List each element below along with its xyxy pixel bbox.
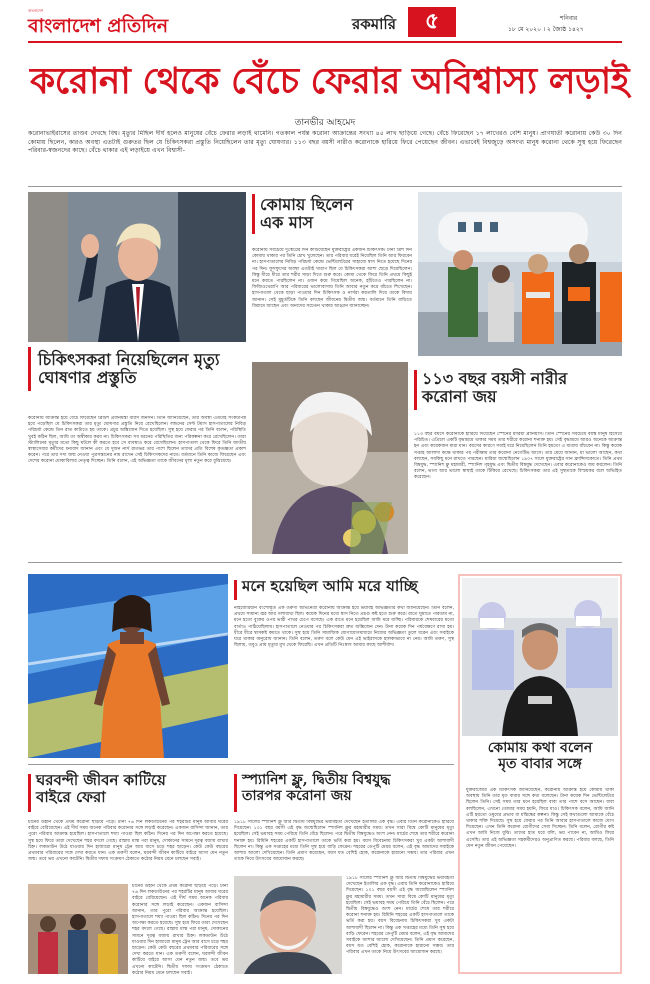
crowd-photo [28,884,128,974]
death-prep-title-line1: চিকিৎসকরা নিয়েছিলেন মৃত্যু [38,350,220,369]
page-number: ৫ [408,7,456,37]
thought-dying-title-box [234,578,454,602]
medics-photo [418,192,622,356]
spanish-flu-title-line2: তারপর করোনা জয় [242,788,352,805]
spanish-flu-body-continued: ১৯১৮ সালের স্প্যানিশ ফ্লু আর দ্বিতীয় বিশ্বযুদ্ধের ভয়াবহতা দেখেছেন ইতালির এক বৃদ্ধ। এবার তিনি করোনাকেও হারিয়ে দিয়েছেন। ১০১ বছর বয়সী এই বৃদ্ধ জন্মেছিলেন স্প্যানিশ ফ্লুর মহামারীর সময়। তখন সারা বিশ্বে কোটি মানুষের মৃত্যু হয়েছিল। সেই ভয়াবহ সময় পেরিয়ে তিনি বেঁচে ছিলেন। পরে দ্বিতীয় বিশ্বযুদ্ধেও অংশ নেন। মার্চের শেষে তার শরীরে করোনা শনাক্ত হয়। রিমিনি শহরের একটি হাসপাতালে তাকে ভর্তি করা হয়। বয়স বিবেচনায় চিকিৎসকরা খুব একটা আশাবাদী ছিলেন না। কিন্তু এক সপ্তাহের মধ্যে তিনি সুস্থ হয়ে বাড়ি ফেরেন। শহরের ডেপুটি মেয়র বলেন, এই বৃদ্ধ আমাদের সবাইকে আশার আলো দেখিয়েছেন। তিনি প্রমাণ করেছেন, বয়স যত বেশিই হোক, করোনাকে হারানো সম্ভব। তার পরিবার এখন তাকে নিয়ে উৎসবের আয়োজন করছে। [346,876,454,956]
title-accent-bar [252,194,255,234]
masthead [0,0,650,44]
actress-photo [28,574,228,758]
spanish-flu-body: ১৯১৮ সালের স্প্যানিশ ফ্লু আর দ্বিতীয় বিশ্বযুদ্ধের ভয়াবহতা দেখেছেন ইতালির এক বৃদ্ধ। এবার তিনি করোনাকেও হারিয়ে দিয়েছেন। ১০১ বছর বয়সী এই বৃদ্ধ জন্মেছিলেন স্প্যানিশ ফ্লুর মহামারীর সময়। তখন সারা বিশ্বে কোটি মানুষের মৃত্যু হয়েছিল। সেই ভয়াবহ সময় পেরিয়ে তিনি বেঁচে ছিলেন। পরে দ্বিতীয় বিশ্বযুদ্ধেও অংশ নেন। মার্চের শেষে তার শরীরে করোনা শনাক্ত হয়। রিমিনি শহরের একটি হাসপাতালে তাকে ভর্তি করা হয়। বয়স বিবেচনায় চিকিৎসকরা খুব একটা আশাবাদী ছিলেন না। কিন্তু এক সপ্তাহের মধ্যে তিনি সুস্থ হয়ে বাড়ি ফেরেন। শহরের ডেপুটি মেয়র বলেন, এই বৃদ্ধ আমাদের সবাইকে আশার আলো দেখিয়েছেন। তিনি প্রমাণ করেছেন, বয়স যত বেশিই হোক, করোনাকে হারানো সম্ভব। তার পরিবার এখন তাকে নিয়ে উৎসবের আয়োজন করছে। [234,820,454,863]
woman-113-title-line1: ১১৩ বছর বয়সী নারীর [422,369,568,388]
woman-113-title-line2: করোনা জয় [422,387,497,407]
home-bound-body-continued: চীনের উহান থেকে প্রথম করোনা ছড়িয়ে পড়ে। টানা ৭৬ দিন লকডাউনের পর শহরটির মানুষ আবার ঘরের বাইরে বেরিয়েছেন। এই দীর্ঘ সময় অনেক পরিবার করোনার সঙ্গে লড়াই করেছেন। একজন বাসিন্দা জানান, তার পুরো পরিবার আক্রান্ত হয়েছিল। হাসপাতালে শয্যা পাওয়া ছিল কঠিন। দিনের পর দিন অপেক্ষা করতে হয়েছে। সুস্থ হয়ে ফিরে তারা দেখেছেন শহর বদলে গেছে। রাস্তায় মাস্ক পরা মানুষ, দোকানের সামনে দূরত্ব বজায় রাখার চিহ্ন। লকডাউন উঠে যাওয়ার দিন হাজারো মানুষ ট্রেন আর বাসে চড়ে শহর ছাড়েন। কেউ কেউ বছরের প্রথমবার পরিবারের সঙ্গে দেখা করতে যান। এক তরুণী বলেন, ঘরবন্দী জীবন কাটিয়ে বাইরে আসা যেন নতুন জন্ম। তবে ভয় এখনো কাটেনি। দ্বিতীয় দফায় সংক্রমণ ঠেকাতে কঠোর নিয়ম মেনে চলছেন সবাই। [132,884,228,974]
title-accent-bar [234,580,237,600]
weekday: শনিবার [560,15,578,22]
politician-photo [28,192,246,342]
death-prep-title-box [28,345,246,413]
title-accent-bar [28,774,31,812]
home-bound-title-box [28,772,228,816]
title-accent-bar [234,774,237,812]
coma-month-title-box [252,192,412,244]
title-accent-bar [414,370,417,410]
death-prep-body: করোনায় আক্রান্ত হয়ে বেঁচে ফিরেছেন ব্রিটিশ প্রধানমন্ত্রী বরিস জনসন। তিনি জানিয়েছেন, তার অবস্থা এতটাই সংকটাপন্ন হয়ে পড়েছিল যে চিকিৎসকরা তার মৃত্যু ঘোষণার প্রস্তুতি নিয়ে রেখেছিলেন। লন্ডনের সেন্ট টমাস হাসপাতালের নিবিড় পরিচর্যা কেন্দ্রে তিন রাত কাটাতে হয় তাকে। প্রচুর অক্সিজেন দিতে হয়েছিল। সুস্থ হয়ে ফেরার পর তিনি বলেন, পরিস্থিতি খুবই কঠিন ছিল, আমি তা অস্বীকার করব না। চিকিৎসকরা সব ধরনের পরিস্থিতির জন্য পরিকল্পনা করে রেখেছিলেন। তারা স্ট্যালিনের মৃত্যুর মতো কিছু ঘটলে কী করতে হবে সে ব্যবস্থাও করে রেখেছিলেন। হাসপাতাল থেকে ফিরে তিনি জাতীয় স্বাস্থ্যসেবার কর্মীদের ধন্যবাদ জানান এবং যে দুজন নার্স রাতভর তার পাশে ছিলেন তাদের প্রতি বিশেষ কৃতজ্ঞতা প্রকাশ করেন। পরে তার সদ্য জন্ম নেওয়া পুত্রসন্তানের নাম রাখেন সেই চিকিৎসকদের নামে। বর্তমানে তিনি কাজে ফিরেছেন এবং দেশের করোনা মোকাবিলার নেতৃত্ব দিচ্ছেন। তিনি বলেন, এই অভিজ্ঞতা তাকে জীবনের মূল্য নতুন করে বুঝিয়েছে। [28,416,246,465]
title-accent-bar [28,347,31,391]
thought-dying-title: মনে হয়েছিল আমি মরে যাচ্ছি [242,577,418,595]
logo-tagline: বাংলাদেশ [28,8,44,13]
home-bound-body: চীনের উহান থেকে প্রথম করোনা ছড়িয়ে পড়ে। টানা ৭৬ দিন লকডাউনের পর শহরটির মানুষ আবার ঘরের বাইরে বেরিয়েছেন। এই দীর্ঘ সময় অনেক পরিবার করোনার সঙ্গে লড়াই করেছেন। একজন বাসিন্দা জানান, তার পুরো পরিবার আক্রান্ত হয়েছিল। হাসপাতালে শয্যা পাওয়া ছিল কঠিন। দিনের পর দিন অপেক্ষা করতে হয়েছে। সুস্থ হয়ে ফিরে তারা দেখেছেন শহর বদলে গেছে। রাস্তায় মাস্ক পরা মানুষ, দোকানের সামনে দূরত্ব বজায় রাখার চিহ্ন। লকডাউন উঠে যাওয়ার দিন হাজারো মানুষ ট্রেন আর বাসে চড়ে শহর ছাড়েন। কেউ কেউ বছরের প্রথমবার পরিবারের সঙ্গে দেখা করতে যান। এক তরুণী বলেন, ঘরবন্দী জীবন কাটিয়ে বাইরে আসা যেন নতুন জন্ম। তবে ভয় এখনো কাটেনি। দ্বিতীয় দফায় সংক্রমণ ঠেকাতে কঠোর নিয়ম মেনে চলছেন সবাই। [28,820,228,863]
woman-113-title-box [414,368,622,416]
coma-month-title-line2: এক মাস [260,213,314,233]
doctor-patient-photo [462,578,618,736]
section-rule [28,764,454,765]
masthead-rule [28,41,622,43]
spanish-flu-title-box [234,772,454,816]
coma-talk-title-line1: কোমায় কথা বলেন [487,740,593,756]
coma-month-body: করোনায় সবচেয়ে দুঃস্বপ্নের দিন কাটিয়েছেন যুক্তরাষ্ট্রের একজন চিকিৎসক। টানা ত্রিশ দিন কোমায় থাকার পর তিনি চোখ খুলেছেন। তার পরিবার ধরেই নিয়েছিল তিনি আর ফিরবেন না। হাসপাতালের নিবিড় পরিচর্যা কেন্দ্রে ভেন্টিলেটরের সাহায্যে শ্বাস নিতে হয়েছে দিনের পর দিন। ফুসফুসের অবস্থা এতটাই খারাপ ছিল যে চিকিৎসকরা আশা ছেড়ে দিয়েছিলেন। কিন্তু ধীরে ধীরে তার শরীর সাড়া দিতে শুরু করে। কোমা থেকে ফিরে তিনি প্রথমে কিছুই মনে করতে পারছিলেন না। ওজন কমে গিয়েছিল অনেক, হাঁটতেও পারছিলেন না। ফিজিওথেরাপি আর পরিবারের ভালোবাসায় তিনি আবার নতুন করে বাঁচতে শিখেছেন। হাসপাতাল থেকে ছাড়া পাওয়ার দিন চিকিৎসক ও নার্সরা করতালি দিয়ে তাকে বিদায় জানান। সেই মুহূর্তটিকে তিনি বলছেন জীবনের দ্বিতীয় জন্ম। বর্তমানে তিনি বাড়িতে বিশ্রামে আছেন এবং অন্যদের সচেতন থাকার আহ্বান জানাচ্ছেন। [252,248,412,309]
thought-dying-body: নাইজেরিয়ান বংশোদ্ভূত এক তরুণী অভিনেত্রী করোনায় আক্রান্ত হয়ে ভয়াবহ অভিজ্ঞতার কথা জানিয়েছেন। তিনি বলেন, প্রথমে সামান্য জ্বর আর গলাব্যথা ছিল। কয়েক দিনের মধ্যে শ্বাস নিতে প্রচণ্ড কষ্ট হতে শুরু করে। রাতে ঘুমাতে পারতাম না, মনে হতো বুকের ওপর ভারী পাথর চেপে বসেছে। এক রাতে মনে হয়েছিল আমি মরে যাচ্ছি। পরিবারকে শেষবারের মতো বার্তাও পাঠিয়েছিলাম। হাসপাতালে নেওয়ার পর চিকিৎসকরা দ্রুত অক্সিজেন দেন। টানা কয়েক দিন পর্যবেক্ষণে রাখা হয়। ধীরে ধীরে শ্বাসকষ্ট কমতে থাকে। সুস্থ হয়ে তিনি সামাজিক যোগাযোগমাধ্যমে নিজের অভিজ্ঞতা তুলে ধরেন এবং সবাইকে ঘরে থাকার অনুরোধ জানান। তিনি বলেন, তরুণ বলে কেউ যেন এই ভাইরাসকে হালকাভাবে না নেয়। আমি তরুণ, সুস্থ ছিলাম, তবুও প্রায় মৃত্যুর মুখ থেকে ফিরেছি। এখন প্রতিটি নিঃশ্বাস আমার কাছে আশীর্বাদ। [234,606,454,649]
date-line: ১৮ মে ২০২০ । ২ জ্যৈষ্ঠ ১৪২৭ [508,26,584,33]
intro-rule [28,186,622,187]
intro-paragraph: করোনাভাইরাসের তাণ্ডব দেখছে বিশ্ব। মৃত্যুর মিছিল দীর্ঘ হলেও মানুষের বেঁচে ফেরার লড়াই থামেনি। গতকাল পর্যন্ত করোনা আক্রান্তের সংখ্যা ৪৫ লাখ ছাড়িয়ে গেছে। বেঁচে ফিরেছেন ১৭ লাখেরও বেশি মানুষ। প্রাণঘাতী করোনায় কেউ ৩০ দিন কোমায় ছিলেন, কারও অবস্থা এতটাই গুরুতর ছিল যে চিকিৎসকরা প্রস্তুতি নিয়েছিলেন তার মৃত্যু ঘোষণার। ১১৩ বছর বয়সী নারীও করোনাকে হারিয়ে ফিরে পেয়েছেন জীবন। এভাবেই বিশ্বজুড়ে অসংখ্য মানুষ করোনা থেকে সুস্থ হয়ে ফিরেছেন পরিবার-স্বজনদের কাছে। বেঁচে থাকার এই লড়াইয়ে এখন বিশ্বাসী- [28,130,622,155]
page-headline: করোনা থেকে বেঁচে ফেরার অবিশ্বাস্য লড়াই [30,60,629,102]
old-man-photo [234,876,342,974]
woman-113-body: ১১৩ বছর বয়সে করোনাকে হারিয়ে দিয়েছেন স্পেনের মারিয়া ব্রানিয়াস। তিনি স্পেনের সবচেয়ে বয়স্ক মানুষ হিসেবে পরিচিত। এপ্রিলে একটি বৃদ্ধাশ্রমে থাকার সময় তার শরীরে করোনা শনাক্ত হয়। সেই বৃদ্ধাশ্রমে আরও অনেকে আক্রান্ত হন এবং কয়েকজন মারা যান। বয়সের কারণে সবাই ধরে নিয়েছিলেন তিনি হয়তো এ যাত্রায় বাঁচবেন না। কিন্তু কয়েক সপ্তাহ আলাদা কক্ষে থাকার পর পরীক্ষায় তার করোনা নেগেটিভ আসে। তার মেয়ে জানান, মা ভালো আছেন, কথা বলছেন, সবকিছু মনে রাখতে পারছেন। মারিয়া জন্মেছিলেন ১৯০৭ সালে যুক্তরাষ্ট্রের সান ফ্রান্সিসকোতে। তিনি প্রথম বিশ্বযুদ্ধ, স্প্যানিশ ফ্লু মহামারী, স্প্যানিশ গৃহযুদ্ধ এবং দ্বিতীয় বিশ্বযুদ্ধ দেখেছেন। এবার করোনাকেও জয় করলেন। তিনি বলেন, ভাগ্য আর ভালো স্বাস্থ্যই তাকে টিকিয়ে রেখেছে। চিকিৎসকরা তার এই সুস্থতাকে বিস্ময়কর বলে অভিহিত করেছেন। [414,432,622,481]
death-prep-title-line2: ঘোষণার প্রস্তুতি [38,368,137,388]
home-bound-title-line2: বাইরে ফেরা [36,788,106,807]
newspaper-logo: বাংলাদেশ প্রতিদিন [28,15,169,37]
section-name: রকমারি [352,15,396,33]
home-bound-title-line1: ঘরবন্দী জীবন কাটিয়ে [36,771,166,789]
byline: তানভীর আহমেদ [294,118,356,128]
section-rule [28,562,622,563]
spanish-flu-title-line1: স্প্যানিশ ফ্লু, দ্বিতীয় বিশ্বযুদ্ধ [242,772,391,788]
coma-talk-title-box [462,740,618,784]
coma-month-title-line1: কোমায় ছিলেন [260,195,354,214]
coma-talk-body: যুক্তরাজ্যের এক চিকিৎসক জানিয়েছেন, করোনায় আক্রান্ত হয়ে কোমায় থাকা অবস্থায় তিনি তার মৃত বাবার সঙ্গে কথা বলেছেন। টানা কয়েক দিন ভেন্টিলেটরে ছিলেন তিনি। সেই সময় তার মনে হয়েছিল বাবা তার পাশে বসে আছেন। বাবা বলছিলেন, এখনো তোমার সময় হয়নি, ফিরে যাও। চিকিৎসক বলেন, আমি জানি এটি হয়তো ওষুধের প্রভাব বা মস্তিষ্কের কল্পনা। কিন্তু সেই কথাগুলো আমাকে বেঁচে থাকার শক্তি দিয়েছে। সুস্থ হয়ে ফেরার পর তিনি আবার হাসপাতালে কাজে যোগ দিয়েছেন। এখন তিনি করোনা রোগীদের সেবা দিচ্ছেন। তিনি বলেন, রোগীর কষ্ট এখন আমি নিজে বুঝি। তাদের হাত ধরে বলি, ভয় পাবেন না, আমিও ফিরে এসেছি। তার এই অভিজ্ঞতা সহকর্মীদেরও অনুপ্রাণিত করছে। পরিবার বলছে, তিনি যেন নতুন জীবন পেয়েছেন। [466,788,614,849]
elderly-woman-photo [252,362,408,554]
coma-talk-title-line2: মৃত বাবার সঙ্গে [498,756,582,773]
